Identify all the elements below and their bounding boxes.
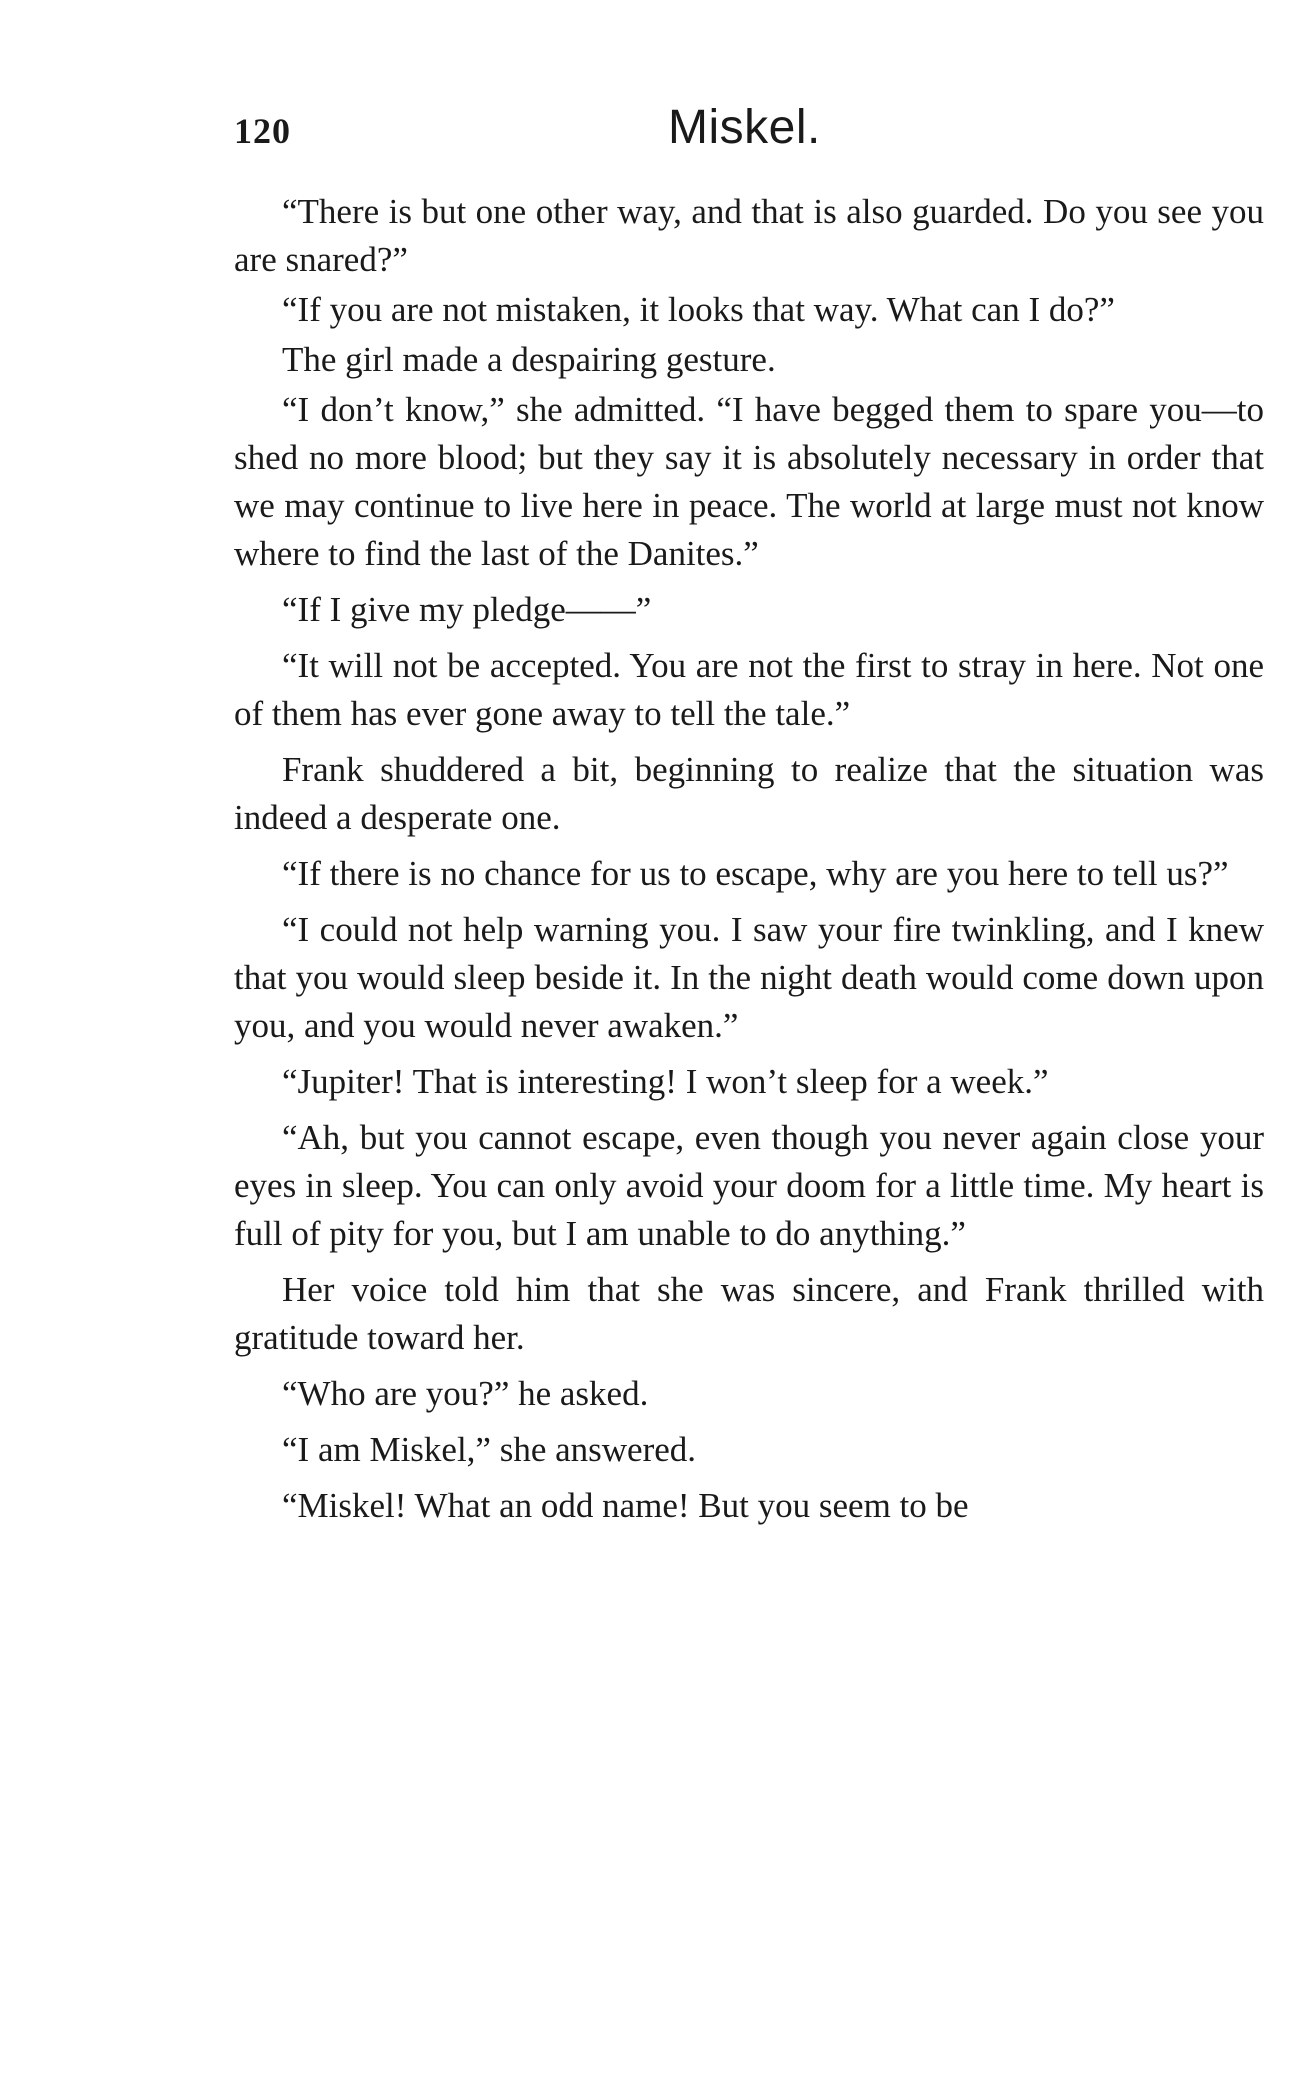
paragraph: “I could not help warning you. I saw your fire twinkling, and I knew that you would sleep beside it. In the night death would come down upon you, and you would never awaken.” <box>234 910 1264 1045</box>
page-header <box>234 100 1264 170</box>
paragraph: The girl made a despairing gesture. <box>282 340 776 379</box>
paragraph: “Ah, but you cannot escape, even though you never again close your eyes in sleep. You can only avoid your doom for a little time. My heart is full of pity for you, but I am unable to do anything.” <box>234 1118 1264 1253</box>
paragraph: “If there is no chance for us to escape, why are you here to tell us?” <box>282 854 1229 893</box>
page-body <box>234 188 1264 1538</box>
paragraph: “I am Miskel,” she answered. <box>282 1430 697 1469</box>
paragraph: “Jupiter! That is interesting! I won’t sleep for a week.” <box>282 1062 1049 1101</box>
paragraph: “There is but one other way, and that is also guarded. Do you see you are snared?” <box>234 192 1264 279</box>
paragraph: “Miskel! What an odd name! But you seem to be <box>282 1486 969 1525</box>
running-title: Miskel. <box>668 101 821 154</box>
paragraph: Her voice told him that she was sincere, and Frank thrilled with gratitude toward her. <box>234 1270 1264 1357</box>
paragraph: “If I give my pledge——” <box>282 590 652 629</box>
page-number: 120 <box>234 111 291 151</box>
paragraph: “I don’t know,” she admitted. “I have begged them to spare you—to shed no more blood; but they say it is absolutely necessary in order that we may continue to live here in peace. The world at large must not know where to find the last of the Danites.” <box>234 390 1264 573</box>
paragraph: “If you are not mistaken, it looks that way. What can I do?” <box>282 290 1115 329</box>
paragraph: Frank shuddered a bit, beginning to realize that the situation was indeed a desperate one. <box>234 750 1264 837</box>
paragraph: “Who are you?” he asked. <box>282 1374 649 1413</box>
paragraph: “It will not be accepted. You are not the first to stray in here. Not one of them has ever gone away to tell the tale.” <box>234 646 1264 733</box>
